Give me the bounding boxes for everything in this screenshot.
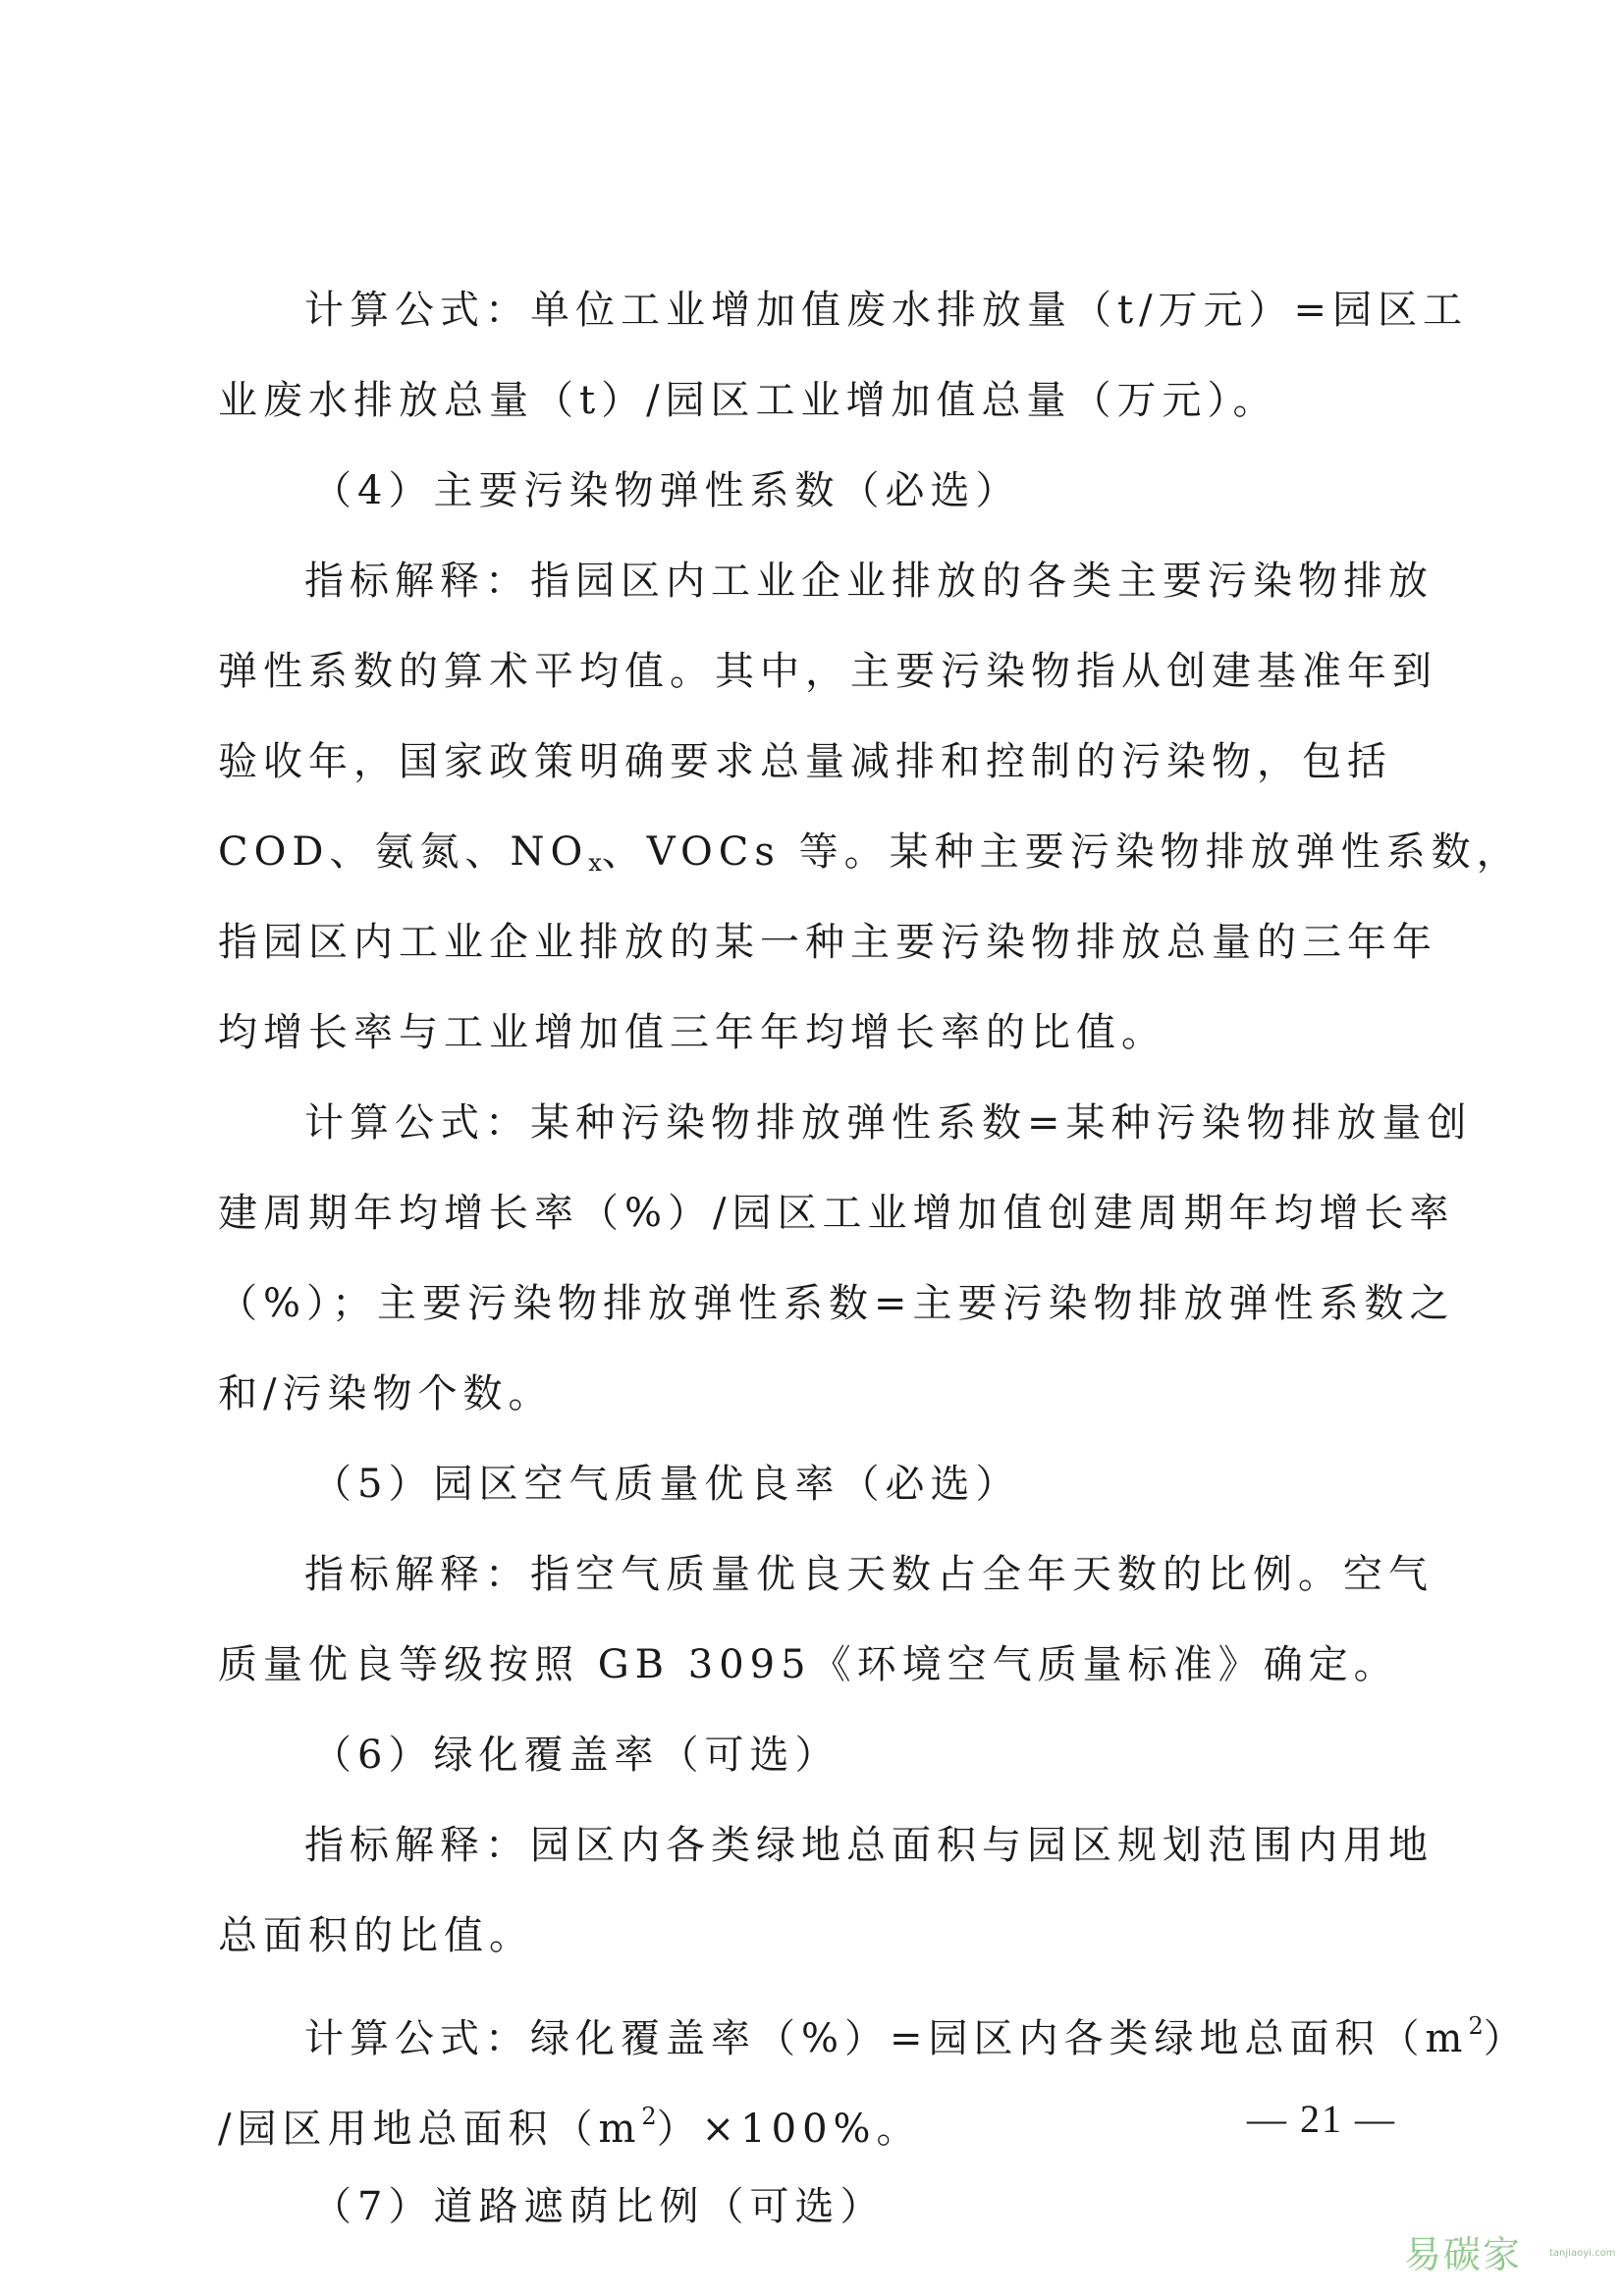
paragraph-line: 业废水排放总量（t）/园区工业增加值总量（万元）。 xyxy=(218,378,1278,423)
paragraph-text: 计算公式：绿化覆盖率（%）=园区内各类绿地总面积（m xyxy=(304,2016,1469,2061)
paragraph-line xyxy=(218,807,1522,897)
paragraph-text: 、VOCs 等。某种主要污染物排放弹性系数， xyxy=(601,829,1522,875)
paragraph-line: 指园区内工业企业排放的某一种主要污染物排放总量的三年年 xyxy=(218,920,1437,965)
paragraph-line: 计算公式：某种污染物排放弹性系数=某种污染物排放量创 xyxy=(304,1100,1473,1146)
paragraph-line xyxy=(218,2071,1401,2162)
paragraph-line: 弹性系数的算术平均值。其中，主要污染物指从创建基准年到 xyxy=(218,649,1437,694)
section-heading: （5）园区空气质量优良率（必选） xyxy=(312,1462,1021,1507)
paragraph-line: 指标解释：园区内各类绿地总面积与园区规划范围内用地 xyxy=(304,1823,1434,1868)
paragraph-line: （%）；主要污染物排放弹性系数=主要污染物排放弹性系数之 xyxy=(218,1281,1455,1326)
pollutant-list: COD、氨氮、NO xyxy=(218,829,589,875)
section-heading: （4）主要污染物弹性系数（必选） xyxy=(312,468,1021,513)
paragraph-line: 指标解释：指空气质量优良天数占全年天数的比例。空气 xyxy=(304,1552,1434,1597)
paragraph-line: 均增长率与工业增加值三年年均增长率的比值。 xyxy=(218,1010,1166,1055)
watermark-logo xyxy=(1404,2218,1616,2277)
paragraph-line: 总面积的比值。 xyxy=(218,1913,534,1958)
paragraph-line: 质量优良等级按照 GB 3095《环境空气质量标准》确定。 xyxy=(218,1642,1399,1687)
squared-superscript: 2 xyxy=(1468,2012,1484,2040)
paragraph-line: 计算公式：单位工业增加值废水排放量（t/万元）=园区工 xyxy=(304,288,1469,333)
page-number: — 21 — xyxy=(1247,2097,1396,2141)
paragraph-line: 验收年，国家政策明确要求总量减排和控制的污染物，包括 xyxy=(218,739,1392,784)
section-heading: （6）绿化覆盖率（可选） xyxy=(312,1733,840,1778)
squared-superscript: 2 xyxy=(641,2103,657,2130)
paragraph-text: ） xyxy=(1483,2016,1529,2061)
paragraph-line: 建周期年均增长率（%）/园区工业增加值创建周期年均增长率 xyxy=(218,1191,1455,1236)
paragraph-line: 指标解释：指园区内工业企业排放的各类主要污染物排放 xyxy=(304,559,1434,604)
watermark-text: 易碳家 xyxy=(1404,2233,1523,2276)
watermark-domain: tanjiaoyi.com xyxy=(1549,2248,1616,2259)
paragraph-line xyxy=(218,1981,1529,2071)
paragraph-text: ）×100%。 xyxy=(656,2107,922,2152)
paragraph-line: 和/污染物个数。 xyxy=(218,1371,554,1416)
document-body xyxy=(218,265,1529,2252)
section-heading: （7）道路遮荫比例（可选） xyxy=(312,2184,886,2229)
nox-subscript: x xyxy=(588,849,602,877)
paragraph-text: /园区用地总面积（m xyxy=(218,2107,642,2152)
